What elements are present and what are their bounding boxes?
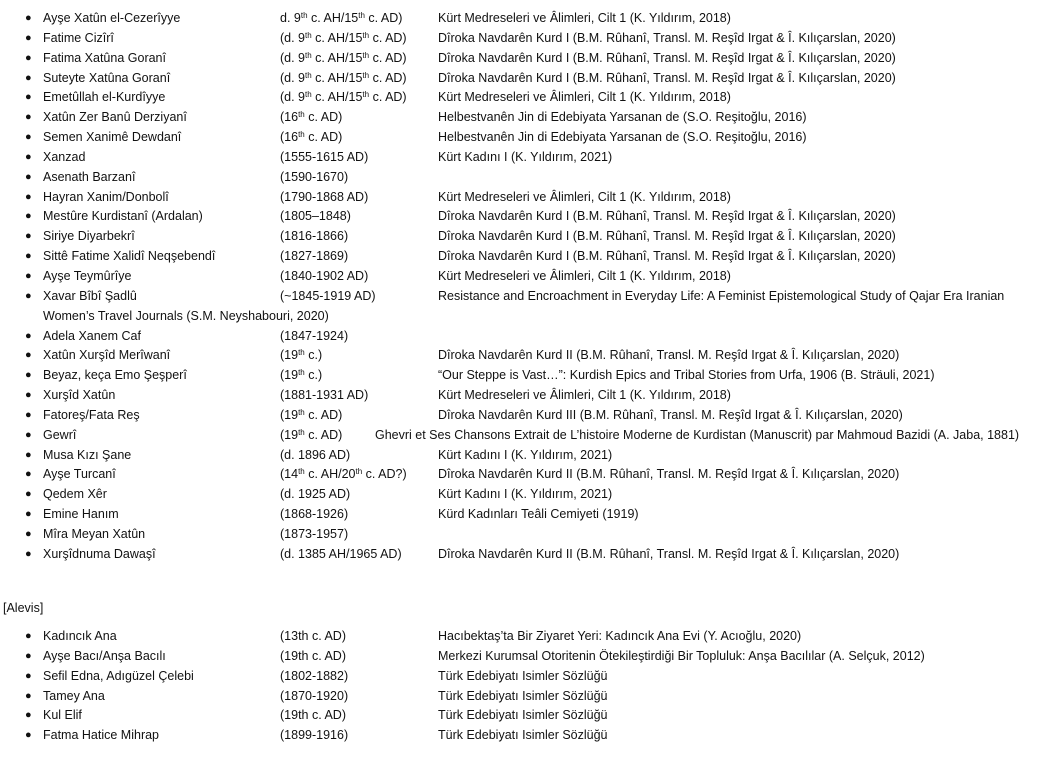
list-item <box>0 687 1041 707</box>
person-name: Xurşîdnuma Dawaşî <box>43 546 156 561</box>
source-citation: Dîroka Navdarên Kurd II (B.M. Rûhanî, Transl. M. Reşîd Irgat & Î. Kılıçarslan, 2020) <box>438 467 900 482</box>
person-name: Fatima Xatûna Goranî <box>43 50 166 65</box>
source-citation: Kürt Medreseleri ve Âlimleri, Cilt 1 (K. Yıldırım, 2018) <box>438 189 731 204</box>
source-citation: Dîroka Navdarên Kurd II (B.M. Rûhanî, Transl. M. Reşîd Irgat & Î. Kılıçarslan, 2020) <box>438 348 900 363</box>
list-item <box>0 525 1041 545</box>
list-item <box>0 426 1041 446</box>
bullet-icon: ● <box>25 349 32 362</box>
bullet-icon: ● <box>25 389 32 402</box>
list-item <box>0 108 1041 128</box>
person-date: (19th c. AD) <box>280 708 346 723</box>
person-name: Kadıncık Ana <box>43 629 117 643</box>
list-item <box>0 247 1041 267</box>
bullet-icon: ● <box>25 230 32 243</box>
list-item <box>0 545 1041 565</box>
bullet-icon: ● <box>25 131 32 144</box>
source-citation: Kürt Medreseleri ve Âlimleri, Cilt 1 (K. Yıldırım, 2018) <box>438 11 731 25</box>
source-citation: Dîroka Navdarên Kurd I (B.M. Rûhanî, Transl. M. Reşîd Irgat & Î. Kılıçarslan, 2020) <box>438 70 896 85</box>
person-date: (1827-1869) <box>280 249 349 264</box>
list-item <box>0 667 1041 687</box>
person-name: Tamey Ana <box>43 688 105 703</box>
source-citation: Kürt Medreseleri ve Âlimleri, Cilt 1 (K. Yıldırım, 2018) <box>438 90 731 105</box>
person-date: (1868-1926) <box>280 507 349 522</box>
list-item <box>0 366 1041 386</box>
source-citation: Merkezi Kurumsal Otoritenin Ötekileştirdiği Bir Topluluk: Anşa Bacılılar (A. Selçuk, 2012) <box>438 648 925 663</box>
source-citation: Kürt Kadını I (K. Yıldırım, 2021) <box>438 447 613 462</box>
bullet-icon: ● <box>25 669 32 682</box>
person-date: (d. 1925 AD) <box>280 487 351 502</box>
person-name: Hayran Xanim/Donbolî <box>43 189 169 204</box>
person-name: Sefil Edna, Adıgüzel Çelebi <box>43 668 194 683</box>
list-item <box>0 29 1041 49</box>
person-name: Qedem Xêr <box>43 487 107 502</box>
bullet-icon: ● <box>25 488 32 501</box>
person-date: (19th c. AD) <box>280 427 343 442</box>
source-citation: Resistance and Encroachment in Everyday Life: A Feminist Epistemological Study of Qajar Era Iranian <box>438 288 1005 303</box>
person-date: (d. 9th c. AH/15th c. AD) <box>280 30 407 45</box>
source-citation: Kürt Kadını I (K. Yıldırım, 2021) <box>438 487 613 502</box>
person-name: Ayşe Teymûrîye <box>43 268 132 283</box>
source-citation: Türk Edebiyatı Isimler Sözlüğü <box>438 728 608 743</box>
source-citation: Hacıbektaş’ta Bir Ziyaret Yeri: Kadıncık Ana Evi (Y. Acıoğlu, 2020) <box>438 629 802 643</box>
list-item <box>0 227 1041 247</box>
person-name: Fatime Cizîrî <box>43 30 114 45</box>
list-item <box>0 128 1041 148</box>
source-citation: Dîroka Navdarên Kurd I (B.M. Rûhanî, Transl. M. Reşîd Irgat & Î. Kılıçarslan, 2020) <box>438 229 896 244</box>
person-name: Gewrî <box>43 427 77 442</box>
bullet-icon: ● <box>25 408 32 421</box>
person-name: Xavar Bîbî Şadlû <box>43 288 137 303</box>
section-heading-alevis: [Alevis] <box>3 601 44 615</box>
bullet-icon: ● <box>25 729 32 742</box>
person-date: (1590-1670) <box>280 169 349 184</box>
person-date: (1840-1902 AD) <box>280 268 369 283</box>
person-name: Semen Xanimê Dewdanî <box>43 130 182 145</box>
person-date: (~1845-1919 AD) <box>280 288 376 303</box>
source-citation: Türk Edebiyatı Isimler Sözlüğü <box>438 688 608 703</box>
person-date: (d. 1896 AD) <box>280 447 351 462</box>
source-citation: Dîroka Navdarên Kurd II (B.M. Rûhanî, Transl. M. Reşîd Irgat & Î. Kılıçarslan, 2020) <box>438 546 900 561</box>
list-item <box>0 267 1041 287</box>
source-citation: Kürt Kadını I (K. Yıldırım, 2021) <box>438 149 613 164</box>
person-date: (1899-1916) <box>280 728 349 743</box>
person-name: Siriye Diyarbekrî <box>43 229 135 244</box>
person-date: (1802-1882) <box>280 668 349 683</box>
list-item <box>0 69 1041 89</box>
bullet-icon: ● <box>25 111 32 124</box>
bullet-icon: ● <box>25 51 32 64</box>
bullet-icon: ● <box>25 709 32 722</box>
person-name: Mestûre Kurdistanî (Ardalan) <box>43 209 203 224</box>
person-name: Suteyte Xatûna Goranî <box>43 70 171 85</box>
bullet-icon: ● <box>25 91 32 104</box>
bullet-icon: ● <box>25 210 32 223</box>
source-citation: Helbestvanên Jin di Edebiyata Yarsanan de (S.O. Reşitoğlu, 2016) <box>438 130 807 145</box>
list-item <box>0 485 1041 505</box>
bullet-icon: ● <box>25 649 32 662</box>
person-date: (d. 9th c. AH/15th c. AD) <box>280 50 407 65</box>
alevi-women-list <box>0 627 1041 746</box>
person-date: (16th c. AD) <box>280 110 343 125</box>
bullet-icon: ● <box>25 508 32 521</box>
person-date: (d. 1385 AH/1965 AD) <box>280 546 402 561</box>
list-item <box>0 49 1041 69</box>
list-item <box>0 446 1041 466</box>
list-item <box>0 327 1041 347</box>
bullet-icon: ● <box>25 12 32 24</box>
person-name: Fatoreş/Fata Reş <box>43 407 140 422</box>
person-name: Kul Elif <box>43 708 82 723</box>
person-name: Asenath Barzanî <box>43 169 136 184</box>
bullet-icon: ● <box>25 689 32 702</box>
person-name: Beyaz, keça Emo Şeşperî <box>43 368 187 383</box>
source-citation: Kürd Kadınları Teâli Cemiyeti (1919) <box>438 507 639 522</box>
source-citation: Dîroka Navdarên Kurd I (B.M. Rûhanî, Transl. M. Reşîd Irgat & Î. Kılıçarslan, 2020) <box>438 50 896 65</box>
person-name: Xanzad <box>43 149 86 164</box>
list-item <box>0 505 1041 525</box>
source-citation-continued: Women’s Travel Journals (S.M. Neyshabouri, 2020) <box>43 308 329 323</box>
person-date: (d. 9th c. AH/15th c. AD) <box>280 70 407 85</box>
list-item <box>0 647 1041 667</box>
person-name: Adela Xanem Caf <box>43 328 141 343</box>
person-date: (1847-1924) <box>280 328 349 343</box>
bullet-icon: ● <box>25 448 32 461</box>
list-item <box>0 168 1041 188</box>
bullet-icon: ● <box>25 170 32 183</box>
list-item <box>0 9 1041 29</box>
list-item <box>0 188 1041 208</box>
bullet-icon: ● <box>25 369 32 382</box>
person-name: Sittê Fatime Xalidî Neqşebendî <box>43 249 216 264</box>
bullet-icon: ● <box>25 547 32 560</box>
person-name: Xatûn Zer Banû Derziyanî <box>43 110 187 125</box>
person-date: (19th c.) <box>280 368 323 383</box>
person-name: Ayşe Xatûn el-Cezerîyye <box>43 11 181 25</box>
person-date: (16th c. AD) <box>280 130 343 145</box>
bullet-icon: ● <box>25 269 32 282</box>
person-date: (1790-1868 AD) <box>280 189 369 204</box>
list-item <box>0 726 1041 746</box>
person-name: Ayşe Turcanî <box>43 467 116 482</box>
source-citation: Kürt Medreseleri ve Âlimleri, Cilt 1 (K. Yıldırım, 2018) <box>438 388 731 403</box>
person-date: (1555-1615 AD) <box>280 149 369 164</box>
person-name: Ayşe Bacı/Anşa Bacılı <box>43 648 166 663</box>
person-name: Mîra Meyan Xatûn <box>43 526 146 541</box>
person-date: (1816-1866) <box>280 229 349 244</box>
list-item <box>0 346 1041 366</box>
person-date: (19th c.) <box>280 348 323 363</box>
bullet-icon: ● <box>25 468 32 481</box>
person-name: Musa Kızı Şane <box>43 447 132 462</box>
bullet-icon: ● <box>25 250 32 263</box>
person-date: (1881-1931 AD) <box>280 388 369 403</box>
bullet-icon: ● <box>25 150 32 163</box>
list-item <box>0 465 1041 485</box>
source-citation: “Our Steppe is Vast…”: Kurdish Epics and Tribal Stories from Urfa, 1906 (B. Sträuli, 2021) <box>438 368 935 383</box>
bullet-icon: ● <box>25 527 32 540</box>
person-date: (19th c. AD) <box>280 407 343 422</box>
person-name: Xatûn Xurşîd Merîwanî <box>43 348 171 363</box>
source-citation: Dîroka Navdarên Kurd I (B.M. Rûhanî, Transl. M. Reşîd Irgat & Î. Kılıçarslan, 2020) <box>438 249 896 264</box>
list-item <box>0 627 1041 647</box>
bullet-icon: ● <box>25 289 32 302</box>
person-date: d. 9th c. AH/15th c. AD) <box>280 11 403 25</box>
person-name: Emine Hanım <box>43 507 119 522</box>
source-citation: Türk Edebiyatı Isimler Sözlüğü <box>438 708 608 723</box>
bullet-icon: ● <box>25 71 32 84</box>
person-name: Xurşîd Xatûn <box>43 388 116 403</box>
person-date: (19th c. AD) <box>280 648 346 663</box>
person-name: Emetûllah el-Kurdîyye <box>43 90 166 105</box>
list-item <box>0 406 1041 426</box>
source-citation: Dîroka Navdarên Kurd I (B.M. Rûhanî, Transl. M. Reşîd Irgat & Î. Kılıçarslan, 2020) <box>438 209 896 224</box>
list-item <box>0 207 1041 227</box>
list-item <box>0 287 1041 327</box>
bullet-icon: ● <box>25 31 32 44</box>
person-date: (1870-1920) <box>280 688 349 703</box>
source-citation: Helbestvanên Jin di Edebiyata Yarsanan de (S.O. Reşitoğlu, 2016) <box>438 110 807 125</box>
kurdish-women-list <box>0 9 1041 565</box>
person-date: (14th c. AH/20th c. AD?) <box>280 467 407 482</box>
list-item <box>0 386 1041 406</box>
person-date: (13th c. AD) <box>280 629 346 643</box>
bullet-icon: ● <box>25 428 32 441</box>
source-citation: Dîroka Navdarên Kurd I (B.M. Rûhanî, Transl. M. Reşîd Irgat & Î. Kılıçarslan, 2020) <box>438 30 896 45</box>
list-item <box>0 706 1041 726</box>
person-date: (d. 9th c. AH/15th c. AD) <box>280 90 407 105</box>
list-item <box>0 88 1041 108</box>
list-item <box>0 148 1041 168</box>
bullet-icon: ● <box>25 630 32 642</box>
person-date: (1873-1957) <box>280 526 349 541</box>
source-citation: Dîroka Navdarên Kurd III (B.M. Rûhanî, Transl. M. Reşîd Irgat & Î. Kılıçarslan, 2020) <box>438 407 903 422</box>
person-name: Fatma Hatice Mihrap <box>43 728 160 743</box>
source-citation: Kürt Medreseleri ve Âlimleri, Cilt 1 (K. Yıldırım, 2018) <box>438 268 731 283</box>
source-citation: Türk Edebiyatı Isimler Sözlüğü <box>438 668 608 683</box>
bullet-icon: ● <box>25 329 32 342</box>
bullet-icon: ● <box>25 190 32 203</box>
source-citation: Ghevri et Ses Chansons Extrait de L’histoire Moderne de Kurdistan (Manuscrit) par Mahmoud Bazidi (A. Jaba, 1881) <box>375 427 1020 442</box>
person-date: (1805–1848) <box>280 209 351 224</box>
